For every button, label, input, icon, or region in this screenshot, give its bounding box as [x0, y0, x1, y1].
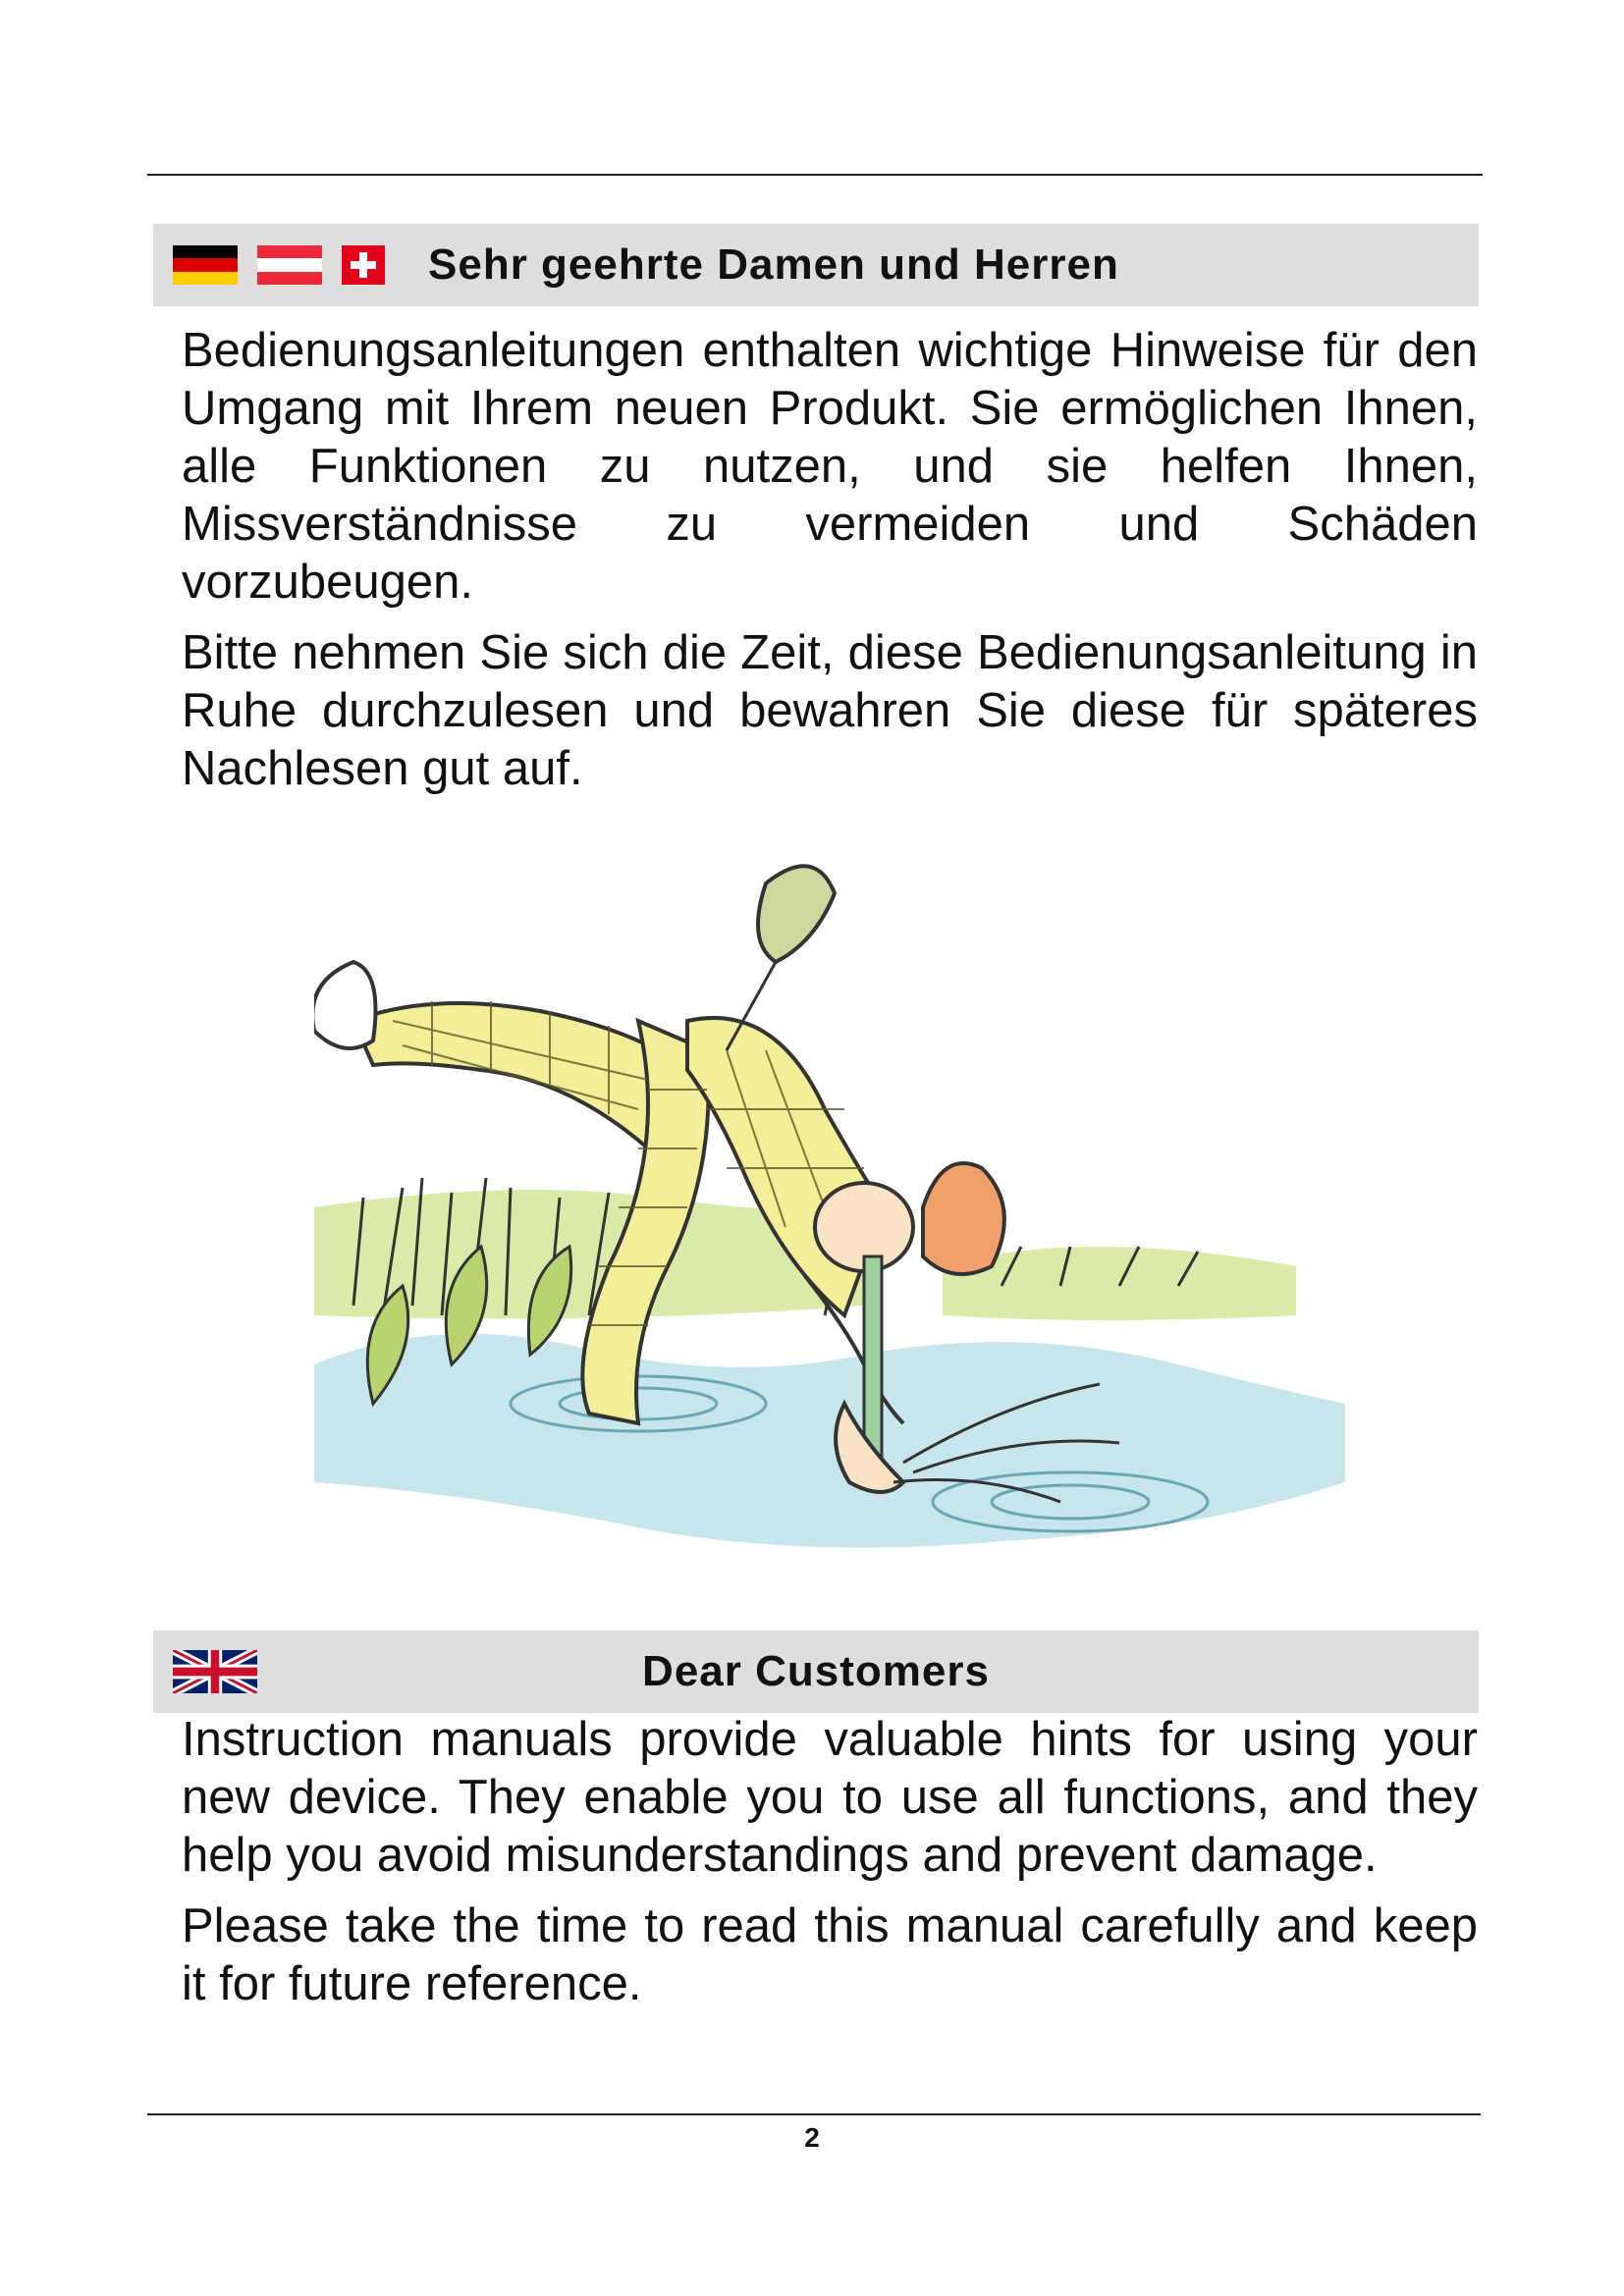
uk-flag-icon [173, 1650, 257, 1693]
switzerland-flag-icon [342, 245, 385, 285]
page-number: 2 [804, 2122, 820, 2153]
german-paragraph-1: Bedienungsanleitungen enthalten wichtige Hinweise für den Umgang mit Ihrem neuen Produkt. Sie ermöglichen Ihnen, alle Funktionen zu nutzen, und sie helfen Ihnen, Missverständnisse zu vermeiden und Schäden vorzubeugen. [182, 324, 1478, 609]
english-heading: Dear Customers [642, 1647, 990, 1695]
german-heading: Sehr geehrte Damen und Herren [428, 240, 1119, 289]
german-body-text [182, 322, 1478, 811]
german-flags [173, 245, 405, 285]
german-section-header [153, 224, 1479, 306]
austria-flag-icon [257, 245, 322, 285]
germany-flag-icon [173, 245, 238, 285]
man-in-pond-illustration [314, 854, 1355, 1600]
english-paragraph-2: Please take the time to read this manual carefully and keep it for future reference. [182, 1899, 1478, 2010]
bottom-rule [147, 2113, 1481, 2115]
english-section-header [153, 1630, 1479, 1713]
english-body-text [182, 1711, 1478, 2026]
english-paragraph-1: Instruction manuals provide valuable hints for using your new device. They enable you to use all functions, and they help you avoid misunderstandings and prevent damage. [182, 1713, 1478, 1882]
top-rule [147, 174, 1483, 176]
german-paragraph-2: Bitte nehmen Sie sich die Zeit, diese Bedienungsanleitung in Ruhe durchzulesen und bewahren Sie diese für späteres Nachlesen gut auf. [182, 626, 1478, 795]
